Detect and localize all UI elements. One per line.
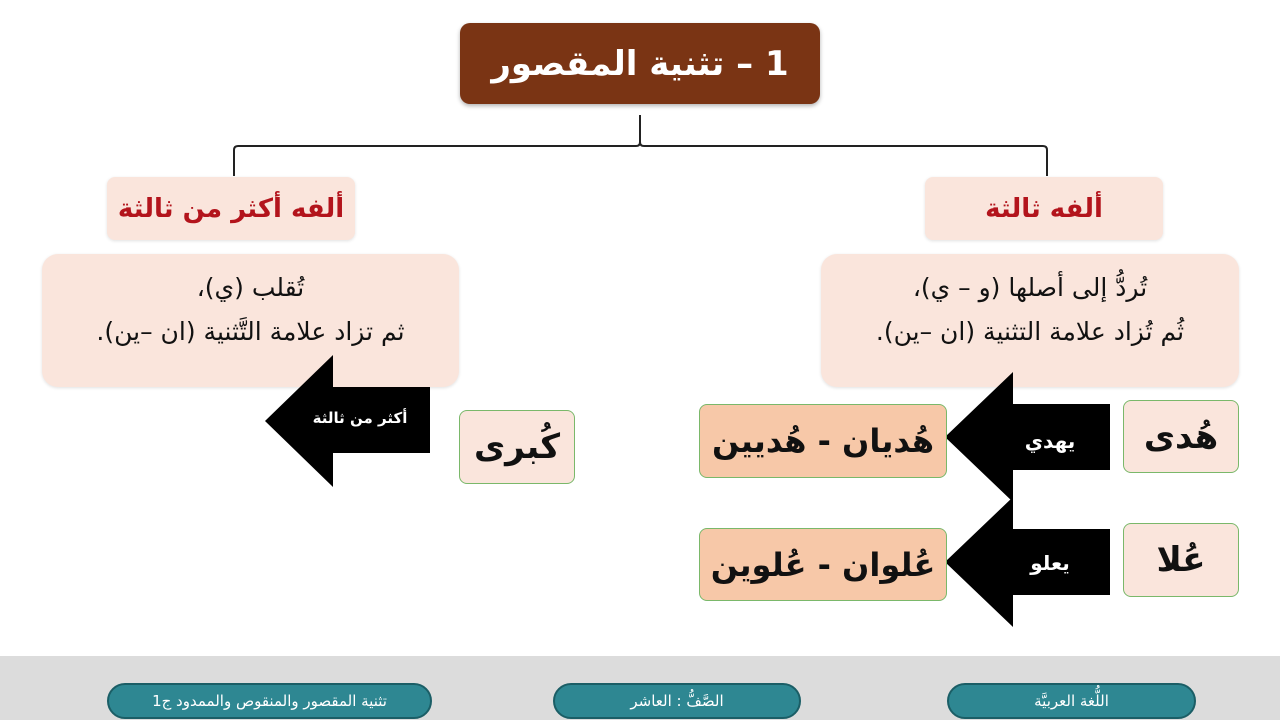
- word-ula: عُلا: [1123, 523, 1239, 597]
- arrow-label-more-than-third: أكثر من ثالثة: [312, 409, 408, 427]
- rule-line-2: ثم تزاد علامة التَّثنية (ان –ين).: [96, 317, 405, 346]
- arrow-label-yaalu: يعلو: [1030, 551, 1070, 575]
- rule-box-right: [821, 254, 1239, 387]
- word-huda: هُدى: [1123, 400, 1239, 473]
- heading-more-than-third: ألفه أكثر من ثالثة: [107, 177, 355, 240]
- result-hudayan: هُديان - هُديين: [699, 404, 947, 478]
- lesson-pill: تثنية المقصور والمنقوص والممدود ج1: [107, 683, 432, 719]
- rule-line-1: تُردُّ إلى أصلها (و – ي)،: [912, 273, 1148, 302]
- grade-pill: الصَّفُّ : العاشر: [553, 683, 801, 719]
- word-kubra: كُبرى: [459, 410, 575, 484]
- rule-line-2: ثُم تُزاد علامة التثنية (ان –ين).: [875, 317, 1185, 346]
- heading-third-alif: ألفه ثالثة: [925, 177, 1163, 240]
- rule-line-1: تُقلب (ي)،: [196, 273, 305, 302]
- page-title: 1 – تثنية المقصور: [460, 23, 820, 104]
- subject-pill: اللُّغة العربيَّة: [947, 683, 1196, 719]
- result-ulwan: عُلوان - عُلوين: [699, 528, 947, 601]
- arrow-label-yahdi: يهدي: [1024, 429, 1076, 453]
